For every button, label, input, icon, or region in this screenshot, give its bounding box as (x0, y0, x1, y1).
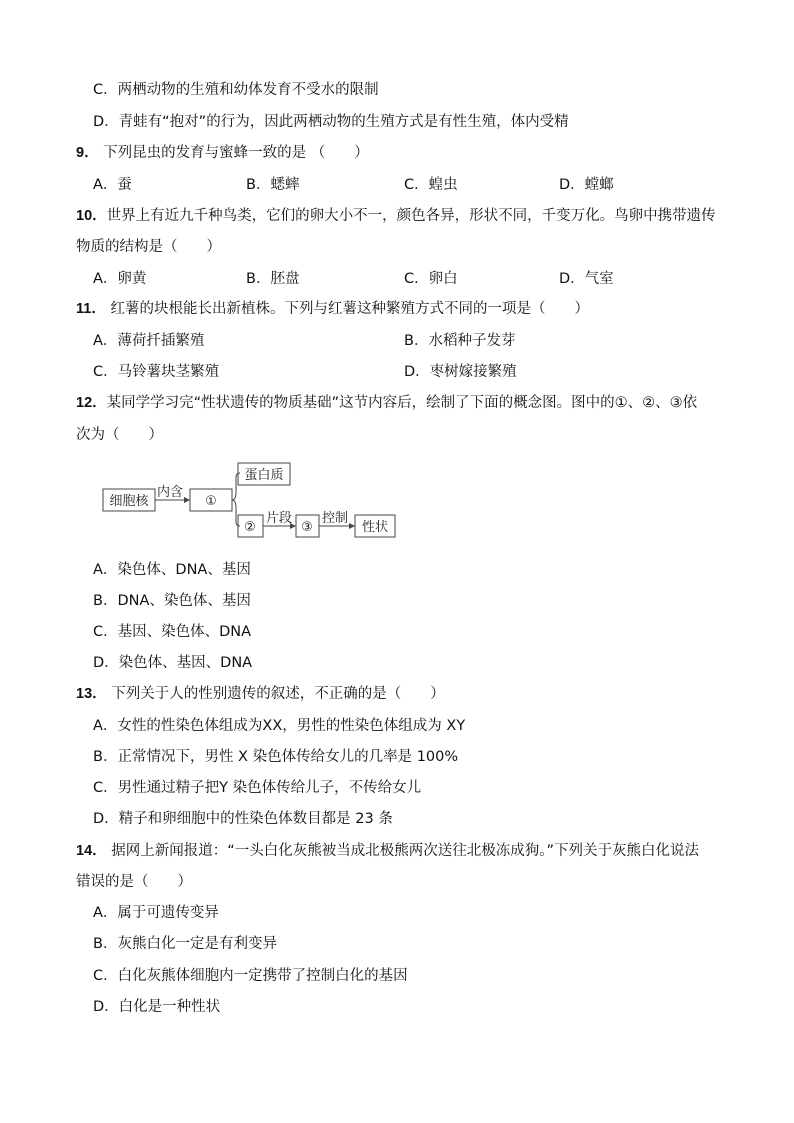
q9-number: 9． (76, 145, 99, 161)
q14-text-1: 据网上新闻报道：“一头白化灰熊被当成北极熊两次送往北极冻成狗。”下列关于灰熊白化说法 (106, 843, 700, 859)
trait-label: 性状 (361, 520, 389, 535)
q10-text-1: 世界上有近九千种鸟类，它们的卵大小不一，颜色各异，形状不同，千变万化。鸟卵中携带遗传 (106, 208, 716, 224)
arrow-control-head (349, 523, 355, 529)
q9-stem (76, 143, 369, 163)
q9-text: 下列昆虫的发育与蜜蜂一致的是 （ ） (98, 145, 369, 161)
q14-option-b: B．灰熊白化一定是有利变异 (93, 936, 277, 952)
q13-stem (76, 684, 445, 704)
q10-number: 10． (76, 208, 107, 224)
circle3-label: ③ (301, 520, 313, 535)
q14-number: 14． (76, 843, 107, 859)
q9-option-b: B．蟋蟀 (246, 177, 300, 193)
q13-option-d: D．精子和卵细胞中的性染色体数目都是 23 条 (93, 811, 393, 827)
brace-lower (232, 500, 240, 526)
q14-option-c: C．白化灰熊体细胞内一定携带了控制白化的基因 (93, 968, 408, 984)
segment-label: 片段 (265, 511, 293, 526)
q11-stem (76, 299, 589, 319)
q13-option-a: A．女性的性染色体组成为XX，男性的性染色体组成为 XY (93, 718, 466, 734)
q9-option-d: D．螳螂 (559, 177, 614, 193)
q10-stem-line1 (76, 206, 716, 226)
concept-diagram (100, 460, 400, 540)
q14-stem-line2: 错误的是（ ） (76, 874, 192, 890)
q13-option-b: B．正常情况下，男性 X 染色体传给女儿的几率是 100% (93, 749, 459, 765)
nucleus-label: 细胞核 (109, 494, 149, 509)
q14-option-d: D．白化是一种性状 (93, 999, 221, 1015)
q14-option-a: A．属于可遗传变异 (93, 905, 219, 921)
q8-option-c: C．两栖动物的生殖和幼体发育不受水的限制 (93, 82, 379, 98)
q12-option-d: D．染色体、基因、DNA (93, 655, 253, 671)
q14-stem-line1 (76, 841, 699, 861)
circle2-label: ② (244, 520, 256, 535)
q12-stem-line1 (76, 393, 697, 413)
q12-option-a: A．染色体、DNA、基因 (93, 562, 251, 578)
arrow-contains-head (184, 497, 190, 503)
q10-option-a: A．卵黄 (93, 271, 147, 287)
q10-option-d: D．气室 (559, 271, 614, 287)
q12-number: 12． (76, 395, 107, 411)
q10-option-b: B．胚盘 (246, 271, 300, 287)
brace-upper (232, 473, 240, 500)
q12-stem-line2: 次为（ ） (76, 427, 163, 443)
control-label: 控制 (321, 511, 349, 526)
q13-number: 13． (76, 686, 107, 702)
q13-text: 下列关于人的性别遗传的叙述，不正确的是（ ） (106, 686, 445, 702)
q9-option-a: A．蚕 (93, 177, 132, 193)
q9-option-c: C．蝗虫 (404, 177, 458, 193)
q12-option-b: B．DNA、染色体、基因 (93, 593, 251, 609)
protein-label: 蛋白质 (244, 468, 284, 483)
q11-option-d: D．枣树嫁接繁殖 (404, 364, 517, 380)
q11-option-b: B．水稻种子发芽 (404, 333, 516, 349)
circle1-label: ① (205, 494, 217, 509)
q8-option-d: D．青蛙有“抱对”的行为，因此两栖动物的生殖方式是有性生殖，体内受精 (93, 114, 569, 130)
q12-option-c: C．基因、染色体、DNA (93, 624, 252, 640)
q11-text: 红薯的块根能长出新植株。下列与红薯这种繁殖方式不同的一项是（ ） (105, 301, 589, 317)
q10-option-c: C．卵白 (404, 271, 458, 287)
contains-label: 内含 (156, 485, 184, 500)
q11-number: 11． (76, 301, 106, 317)
q12-text-1: 某同学学习完“性状遗传的物质基础”这节内容后，绘制了下面的概念图。图中的①、②、③依 (106, 395, 698, 411)
q13-option-c: C．男性通过精子把Y 染色体传给儿子，不传给女儿 (93, 780, 422, 796)
q11-option-c: C．马铃薯块茎繁殖 (93, 364, 220, 380)
q11-option-a: A．薄荷扦插繁殖 (93, 333, 205, 349)
q10-stem-line2: 物质的结构是（ ） (76, 239, 221, 255)
